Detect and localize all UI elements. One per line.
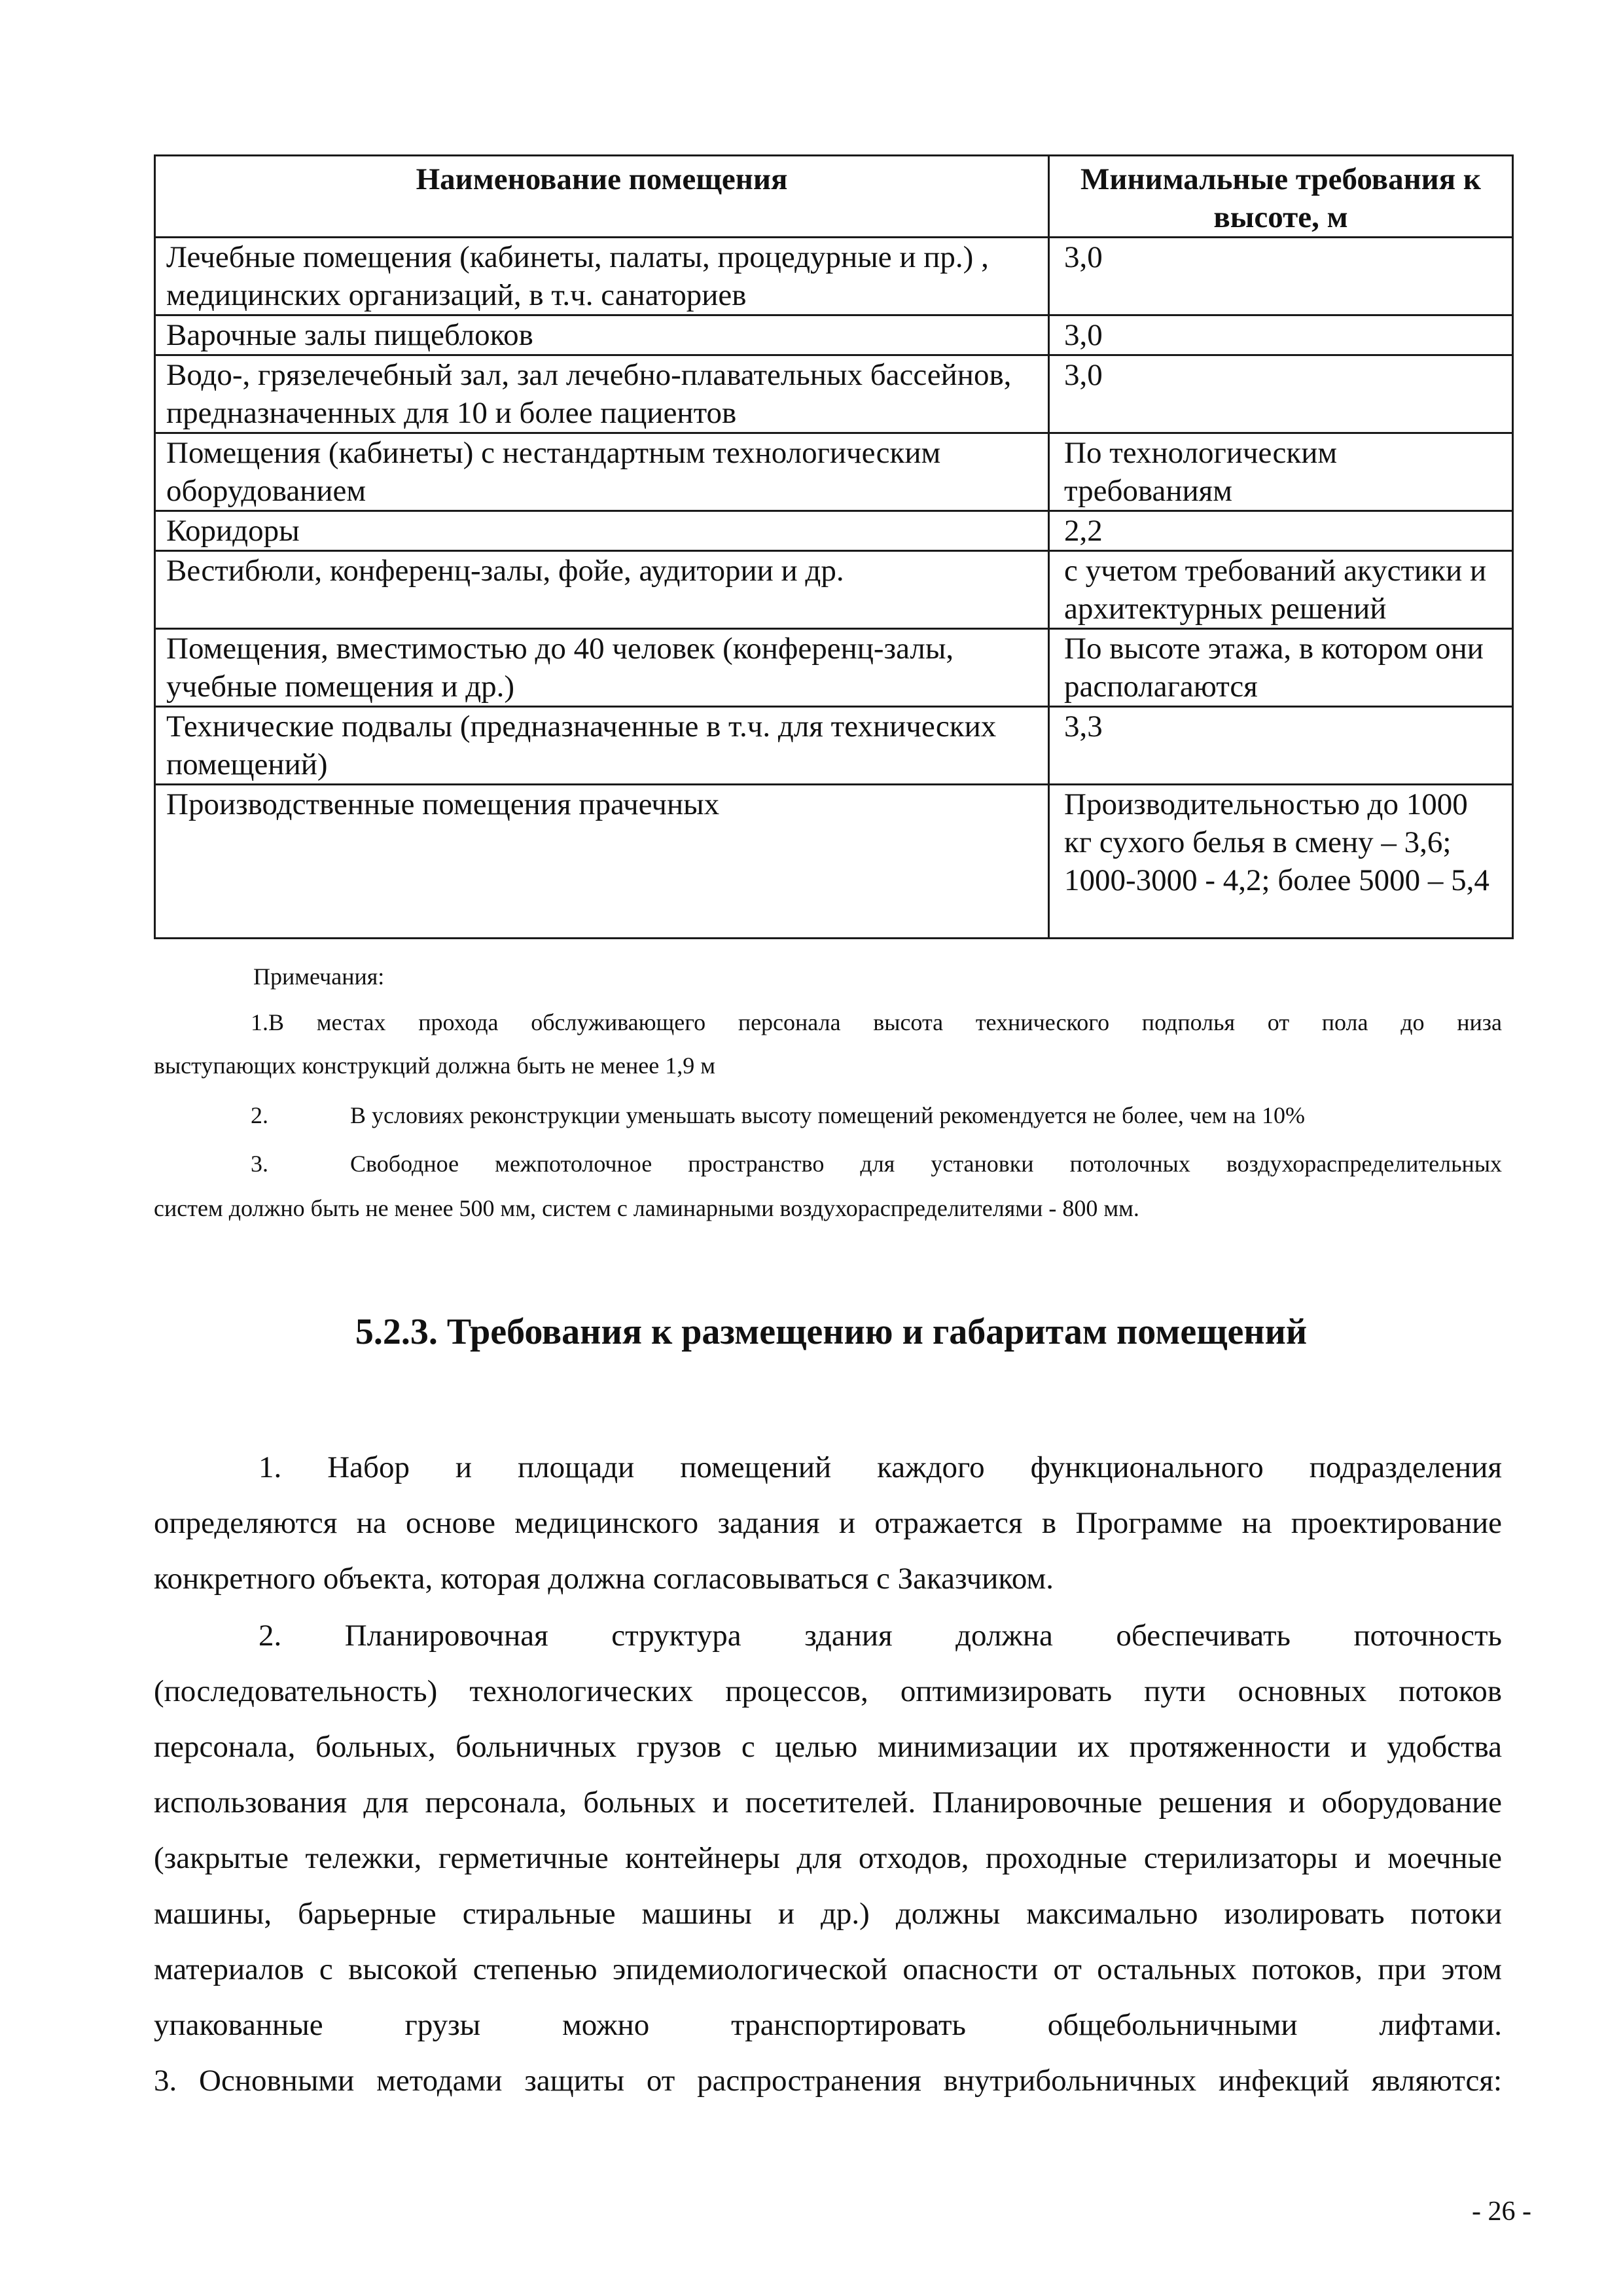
note-2-number: 2. [251, 1102, 268, 1128]
table-header-row [155, 156, 1513, 238]
height-value-cell: 3,0 [1049, 355, 1513, 433]
paragraph-2-line: использования для персонала, больных и посетителей. Планировочные решения и оборудование [154, 1785, 1502, 1820]
table-row [155, 433, 1513, 511]
paragraph-3-line: 3. Основными методами защиты от распространения внутрибольничных инфекций являются: [154, 2064, 1502, 2098]
note-3-number: 3. [251, 1151, 268, 1177]
room-name-cell: Производственные помещения прачечных [155, 785, 1049, 939]
height-value-cell: 3,3 [1049, 707, 1513, 785]
table-row [155, 315, 1513, 355]
table-row [155, 629, 1513, 707]
note-3-line-2: систем должно быть не менее 500 мм, систем с ламинарными воздухораспределителями - 800 мм. [154, 1195, 1139, 1221]
room-name-cell: Помещения, вместимостью до 40 человек (конференц-залы, учебные помещения и др.) [155, 629, 1049, 707]
section-heading: 5.2.3. Требования к размещению и габаритам помещений [355, 1312, 1308, 1352]
note-3-text: Свободное межпотолочное пространство для установки потолочных воздухораспределительных [350, 1151, 1502, 1177]
room-name-cell: Помещения (кабинеты) с нестандартным технологическим оборудованием [155, 433, 1049, 511]
height-value-cell: По высоте этажа, в котором они располагаются [1049, 629, 1513, 707]
header-room-name: Наименование помещения [155, 156, 1049, 238]
page-number: - 26 - [1472, 2197, 1531, 2227]
note-1-line-2: выступающих конструкций должна быть не менее 1,9 м [154, 1052, 716, 1079]
height-value-cell: 2,2 [1049, 511, 1513, 551]
note-1-line-1: 1.В местах прохода обслуживающего персонала высота технического подполья от пола до низа [251, 1009, 1502, 1035]
height-value-cell: Производительностью до 1000 кг сухого белья в смену – 3,6; 1000-3000 - 4,2; более 5000 – 5,4 [1049, 785, 1513, 939]
table-row [155, 511, 1513, 551]
room-name-cell: Технические подвалы (предназначенные в т.ч. для технических помещений) [155, 707, 1049, 785]
height-requirements-table [154, 154, 1514, 939]
header-min-height: Минимальные требования к высоте, м [1049, 156, 1513, 238]
table-row [155, 785, 1513, 939]
paragraph-2-line: персонала, больных, больничных грузов с целью минимизации их протяженности и удобства [154, 1730, 1502, 1764]
table-row [155, 551, 1513, 629]
room-name-cell: Лечебные помещения (кабинеты, палаты, процедурные и пр.) , медицинских организаций, в т.ч. санаториев [155, 238, 1049, 315]
paragraph-2-line: 2. Планировочная структура здания должна обеспечивать поточность [259, 1619, 1502, 1653]
room-name-cell: Коридоры [155, 511, 1049, 551]
table-row [155, 238, 1513, 315]
paragraph-1-line: 1. Набор и площади помещений каждого функционального подразделения [259, 1450, 1502, 1484]
table-row [155, 707, 1513, 785]
paragraph-2-line: (закрытые тележки, герметичные контейнеры для отходов, проходные стерилизаторы и моечные [154, 1841, 1502, 1875]
paragraph-2-line: упакованные грузы можно транспортировать общебольничными лифтами. [154, 2008, 1502, 2042]
paragraph-2-line: машины, барьерные стиральные машины и др.) должны максимально изолировать потоки [154, 1897, 1502, 1931]
room-name-cell: Водо-, грязелечебный зал, зал лечебно-плавательных бассейнов, предназначенных для 10 и более пациентов [155, 355, 1049, 433]
height-value-cell: с учетом требований акустики и архитектурных решений [1049, 551, 1513, 629]
room-name-cell: Вестибюли, конференц-залы, фойе, аудитории и др. [155, 551, 1049, 629]
paragraph-1-line: конкретного объекта, которая должна согласовываться с Заказчиком. [154, 1562, 1054, 1596]
note-2-text: В условиях реконструкции уменьшать высоту помещений рекомендуется не более, чем на 10% [350, 1102, 1305, 1128]
table-row [155, 355, 1513, 433]
height-value-cell: 3,0 [1049, 238, 1513, 315]
paragraph-1-line: определяются на основе медицинского задания и отражается в Программе на проектирование [154, 1506, 1502, 1540]
height-value-cell: По технологическим требованиям [1049, 433, 1513, 511]
notes-title: Примечания: [253, 963, 385, 990]
paragraph-2-line: (последовательность) технологических процессов, оптимизировать пути основных потоков [154, 1674, 1502, 1708]
room-name-cell: Варочные залы пищеблоков [155, 315, 1049, 355]
height-value-cell: 3,0 [1049, 315, 1513, 355]
paragraph-2-line: материалов с высокой степенью эпидемиологической опасности от остальных потоков, при этом [154, 1952, 1502, 1986]
